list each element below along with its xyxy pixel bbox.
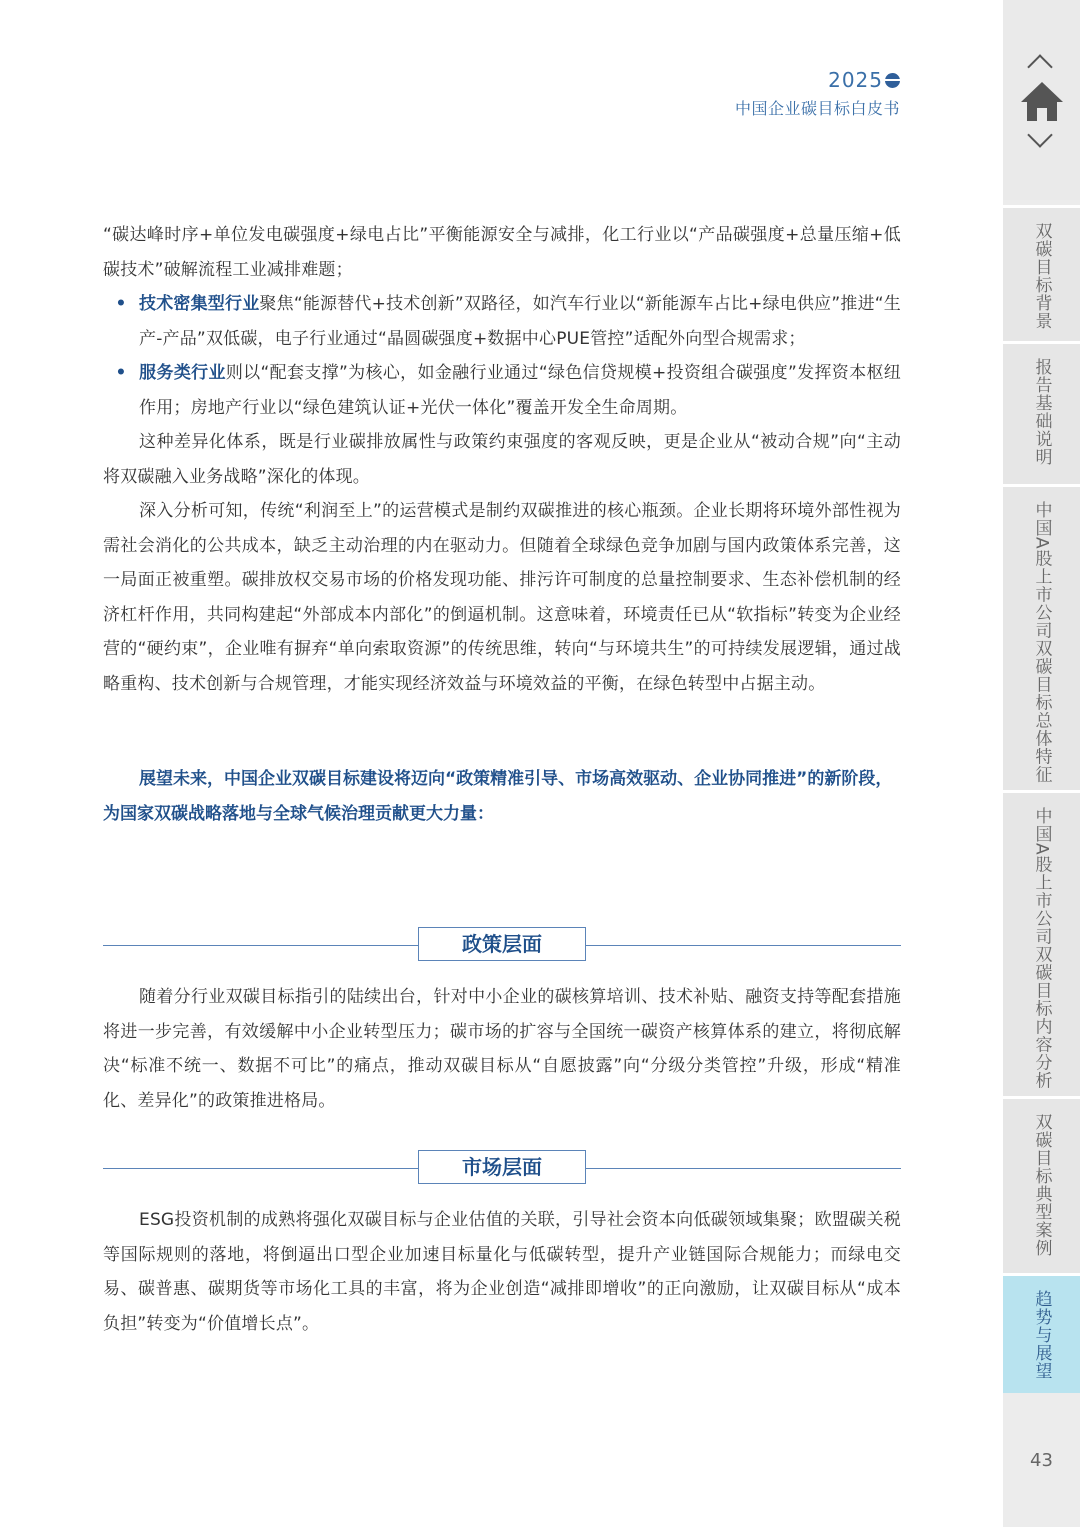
bullet-dot-icon: •: [115, 363, 127, 383]
tab-typical-cases[interactable]: [1003, 1096, 1080, 1273]
bullet-text: 则以“配套支撑”为核心，如金融行业通过“绿色信贷规模+投资组合碳强度”发挥资本枢纽作用；房地产行业以“绿色建筑认证+光伏一体化”覆盖开发全生命周期。: [139, 363, 902, 418]
tab-overall-features[interactable]: [1003, 484, 1080, 790]
market-section: [103, 1203, 901, 1341]
tab-label: 趋势与展望: [1031, 1290, 1052, 1380]
header-year: [735, 68, 900, 92]
tab-label: 双碳目标典型案例: [1031, 1113, 1052, 1257]
policy-section: [103, 980, 901, 1118]
tab-label: 报告基础说明: [1031, 358, 1052, 466]
paragraph-policy: 随着分行业双碳目标指引的陆续出台，针对中小企业的碳核算培训、技术补贴、融资支持等配套措施将进一步完善，有效缓解中小企业转型压力；碳市场的扩容与全国统一碳资产核算体系的建立，将彻底解决“标准不统一、数据不可比”的痛点，推动双碳目标从“自愿披露”向“分级分类管控”升级，形成“精准化、差异化”的政策推进格局。: [103, 987, 901, 1111]
paragraph-energy: “碳达峰时序+单位发电碳强度+绿电占比”平衡能源安全与减排，化工行业以“产品碳强度+总量压缩+低碳技术”破解流程工业减排难题；: [103, 225, 901, 280]
header-subtitle: 中国企业碳目标白皮书: [734, 99, 900, 118]
section-heading-policy: [103, 927, 901, 963]
sidebar-nav: [1003, 0, 1080, 1527]
tab-label: 中国A股上市公司双碳目标内容分析: [1031, 807, 1052, 1090]
section-title: 政策层面: [418, 927, 586, 961]
bullet-label: 技术密集型行业: [139, 294, 260, 314]
nav-controls: [1003, 0, 1080, 200]
tab-carbon-background[interactable]: [1003, 205, 1080, 341]
globe-icon: [885, 73, 900, 88]
year-text: 2025: [828, 68, 883, 92]
tab-content-analysis[interactable]: [1003, 790, 1080, 1096]
tab-report-basics[interactable]: [1003, 341, 1080, 484]
page-header: [735, 68, 900, 119]
section-heading-market: [103, 1150, 901, 1186]
bullet-label: 服务类行业: [139, 363, 226, 383]
chevron-up-icon[interactable]: [1027, 54, 1052, 79]
paragraph-differentiation: 这种差异化体系，既是行业碳排放属性与政策约束强度的客观反映，更是企业从“被动合规”向“主动将双碳融入业务战略”深化的体现。: [103, 432, 901, 487]
bullet-tech-intensive: [103, 287, 901, 356]
tab-label: 双碳目标背景: [1031, 222, 1052, 330]
page-number: 43: [1030, 1450, 1053, 1471]
bullet-dot-icon: •: [115, 294, 127, 314]
tab-trends-outlook[interactable]: [1003, 1273, 1080, 1393]
paragraph-market: ESG投资机制的成熟将强化双碳目标与企业估值的关联，引导社会资本向低碳领域集聚；欧盟碳关税等国际规则的落地，将倒逼出口型企业加速目标量化与低碳转型，提升产业链国际合规能力；而绿电交易、碳普惠、碳期货等市场化工具的丰富，将为企业创造“减排即增收”的正向激励，让双碳目标从“成本负担”转变为“价值增长点”。: [103, 1210, 901, 1334]
main-content: [103, 218, 901, 831]
bullet-service: [103, 356, 901, 425]
paragraph-analysis: 深入分析可知，传统“利润至上”的运营模式是制约双碳推进的核心瓶颈。企业长期将环境外部性视为需社会消化的公共成本，缺乏主动治理的内在驱动力。但随着全球绿色竞争加剧与国内政策体系完善，这一局面正被重塑。碳排放权交易市场的价格发现功能、排污许可制度的总量控制要求、生态补偿机制的经济杠杆作用，共同构建起“外部成本内部化”的倒逼机制。这意味着，环境责任已从“软指标”转变为企业经营的“硬约束”，企业唯有摒弃“单向索取资源”的传统思维，转向“与环境共生”的可持续发展逻辑，通过战略重构、技术创新与合规管理，才能实现经济效益与环境效益的平衡，在绿色转型中占据主动。: [103, 501, 901, 694]
chevron-down-icon[interactable]: [1027, 122, 1052, 147]
tab-label: 中国A股上市公司双碳目标总体特征: [1031, 501, 1052, 784]
section-title: 市场层面: [418, 1150, 586, 1184]
bullet-text: 聚焦“能源替代+技术创新”双路径，如汽车行业以“新能源车占比+绿电供应”推进“生产-产品”双低碳，电子行业通过“晶圆碳强度+数据中心PUE管控”适配外向型合规需求；: [139, 294, 901, 349]
outlook-statement: 展望未来，中国企业双碳目标建设将迈向“政策精准引导、市场高效驱动、企业协同推进”的新阶段，为国家双碳战略落地与全球气候治理贡献更大力量：: [103, 769, 893, 824]
